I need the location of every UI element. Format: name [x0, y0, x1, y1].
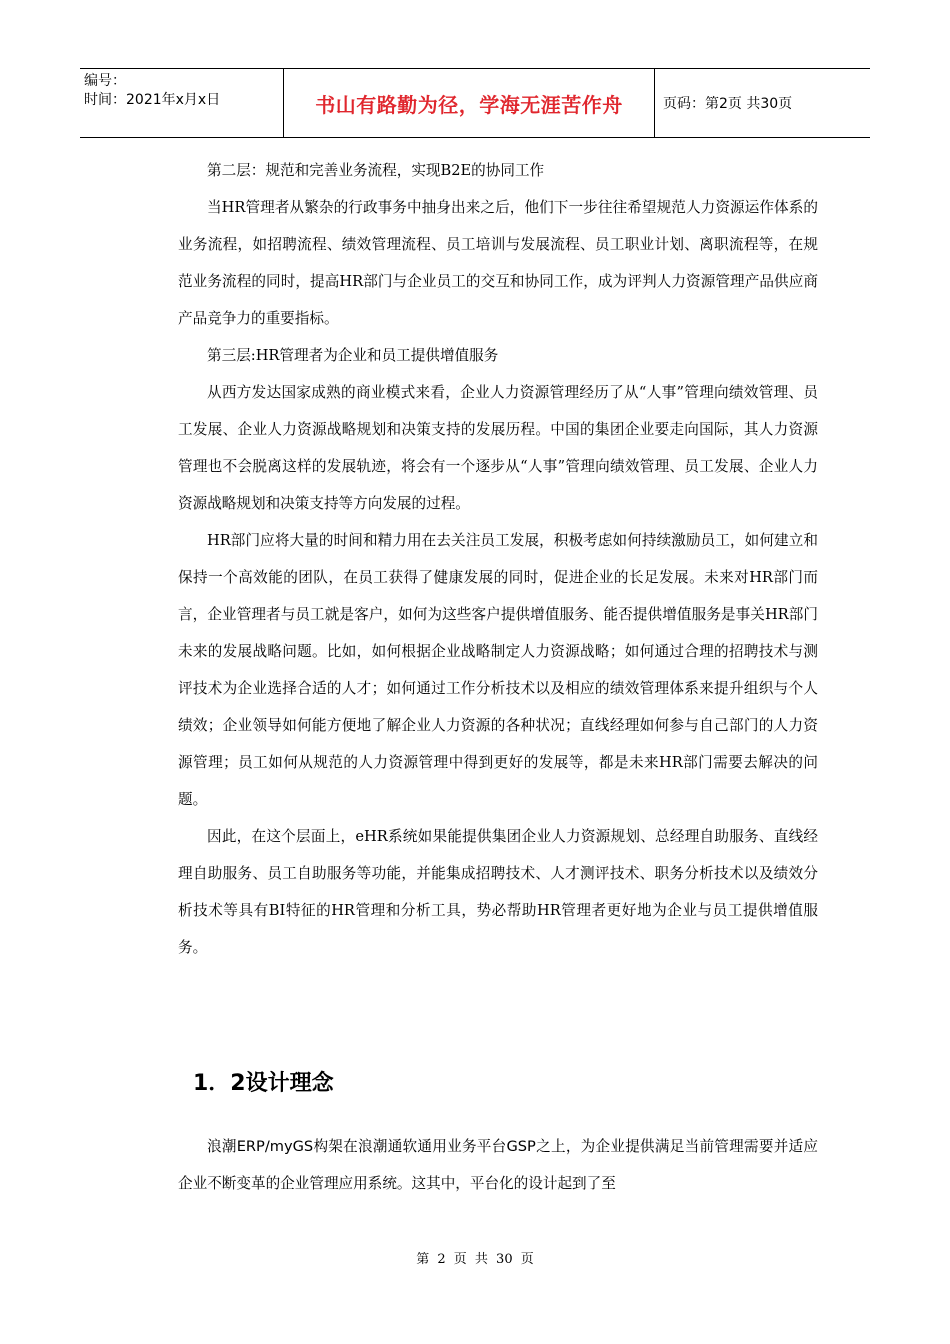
header-page-info-cell	[655, 69, 870, 137]
paragraph: 第二层：规范和完善业务流程，实现B2E的协同工作	[207, 162, 545, 179]
paragraph: 因此，在这个层面上，eHR系统如果能提供集团企业人力资源规划、总经理自助服务、直线经理自助服务、员工自助服务等功能，并能集成招聘技术、人才测评技术、职务分析技术以及绩效分析技术等具有BI特征的HR管理和分析工具，势必帮助HR管理者更好地为企业与员工提供增值服务。	[178, 828, 818, 956]
document-time-label: 时间：2021年x月x日	[84, 92, 221, 108]
paragraph: 浪潮ERP/myGS构架在浪潮通软通用业务平台GSP之上，为企业提供满足当前管理需要并适应企业不断变革的企业管理应用系统。这其中，平台化的设计起到了至	[178, 1138, 818, 1192]
paragraph: 第三层:HR管理者为企业和员工提供增值服务	[207, 347, 499, 364]
header-meta	[80, 69, 283, 137]
paragraph: HR部门应将大量的时间和精力用在去关注员工发展，积极考虑如何持续激励员工，如何建立和保持一个高效能的团队，在员工获得了健康发展的同时，促进企业的长足发展。未来对HR部门而言，企业管理者与员工就是客户，如何为这些客户提供增值服务、能否提供增值服务是事关HR部门未来的发展战略问题。比如，如何根据企业战略制定人力资源战略；如何通过合理的招聘技术与测评技术为企业选择合适的人才；如何通过工作分析技术以及相应的绩效管理体系来提升组织与个人绩效；企业领导如何能方便地了解企业人力资源的各种状况；直线经理如何参与自己部门的人力资源管理；员工如何从规范的人力资源管理中得到更好的发展等，都是未来HR部门需要去解决的问题。	[178, 532, 818, 808]
section-heading: 1．2设计理念	[193, 1071, 334, 1096]
header-motto: 书山有路勤为径，学海无涯苦作舟	[315, 92, 623, 117]
document-number-label: 编号：	[84, 73, 126, 89]
paragraph: 当HR管理者从繁杂的行政事务中抽身出来之后，他们下一步往往希望规范人力资源运作体系的业务流程，如招聘流程、绩效管理流程、员工培训与发展流程、员工职业计划、离职流程等，在规范业务流程的同时，提高HR部门与企业员工的交互和协同工作，成为评判人力资源管理产品供应商产品竞争力的重要指标。	[178, 199, 818, 327]
section-body	[178, 1128, 818, 1202]
page-header	[80, 68, 870, 138]
header-page-info: 页码：第2页 共30页	[663, 96, 793, 112]
paragraph: 从西方发达国家成熟的商业模式来看，企业人力资源管理经历了从“人事”管理向绩效管理、员工发展、企业人力资源战略规划和决策支持的发展历程。中国的集团企业要走向国际，其人力资源管理也不会脱离这样的发展轨迹，将会有一个逐步从“人事”管理向绩效管理、员工发展、企业人力资源战略规划和决策支持等方向发展的过程。	[178, 384, 818, 512]
body-text	[178, 152, 818, 966]
page-footer: 第 2 页 共 30 页	[416, 1252, 534, 1267]
header-motto-cell	[283, 69, 655, 137]
